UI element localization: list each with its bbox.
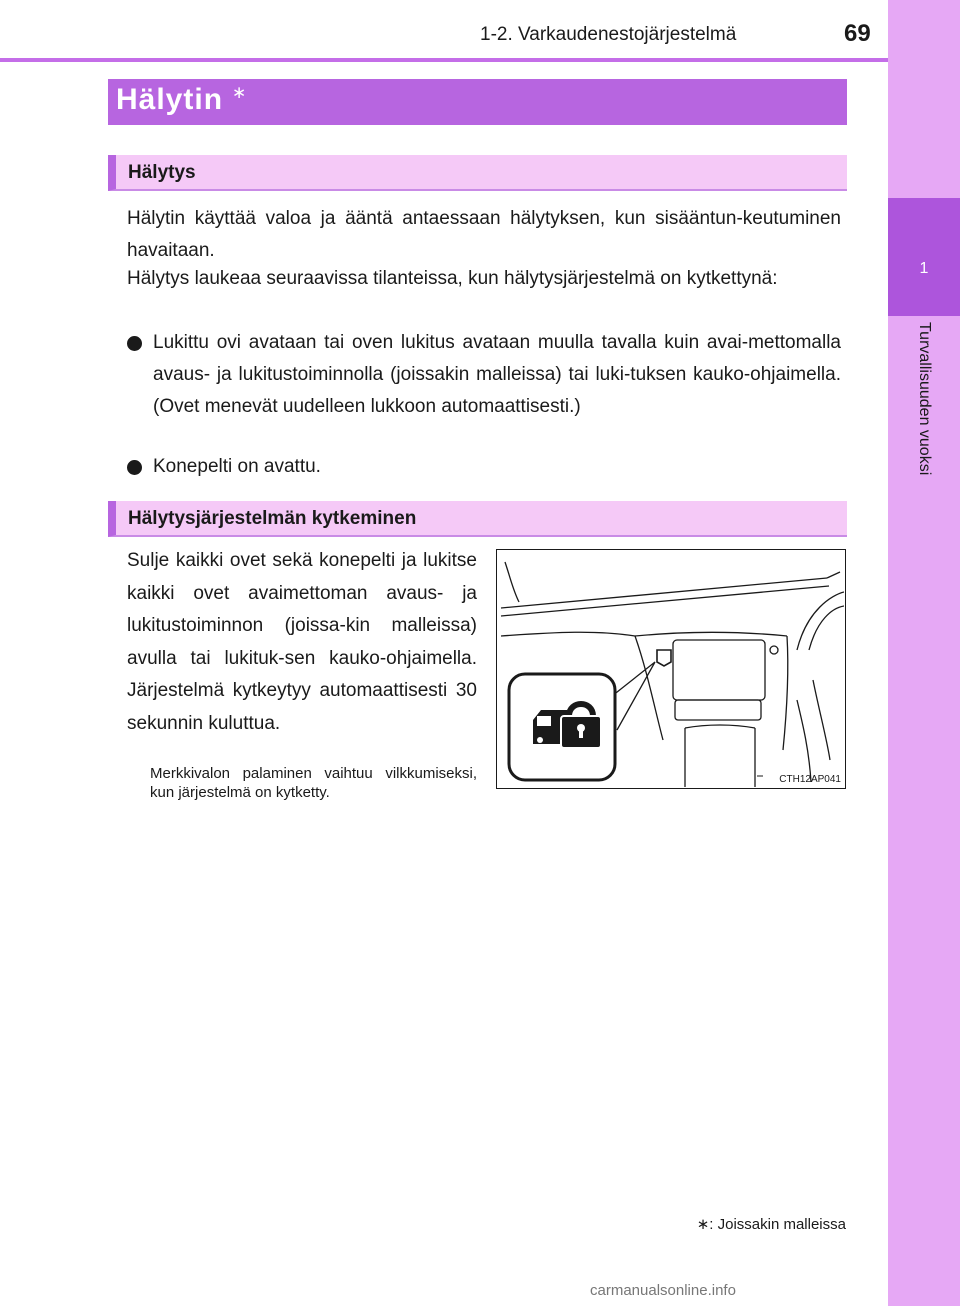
header-divider — [0, 58, 888, 62]
chapter-side-tab — [888, 0, 960, 1306]
list-item-text: Lukittu ovi avataan tai oven lukitus avataan muulla tavalla kuin avai-mettomalla avaus- ja lukitustoiminnolla (joissakin malleissa) tai luki-tuksen kauko-ohjaimella. (Ovet menevät uudelleen lukkoon automaattisesti.) — [153, 332, 841, 417]
arming-note: Merkkivalon palaminen vaihtuu vilkkumiseksi, kun järjestelmä on kytketty. — [150, 765, 477, 801]
list-item — [127, 451, 841, 483]
arming-instructions: Sulje kaikki ovet sekä konepelti ja lukitse kaikki ovet avaimettoman avaus- ja lukitustoiminnon (joissa-kin malleissa) avulla tai lukituk-sen kauko-ohjaimella. Järjestelmä kytkeytyy automaattisesti 30 sekunnin kuluttua. — [127, 550, 477, 734]
footnote: ∗: Joissakin malleissa — [696, 1216, 846, 1233]
watermark: carmanualsonline.info — [590, 1282, 736, 1299]
dashboard-drawing — [497, 550, 844, 787]
page-number: 69 — [844, 20, 871, 47]
page-title-bar — [108, 79, 847, 125]
dashboard-illustration — [496, 549, 846, 789]
car-lock-icon — [533, 704, 601, 748]
chapter-number: 1 — [919, 260, 929, 277]
page-title: Hälytin — [116, 83, 224, 116]
chapter-label: Turvallisuuden vuoksi — [916, 322, 933, 476]
section-heading-bar — [108, 155, 847, 191]
section-heading-bar — [108, 501, 847, 537]
chapter-tab-active[interactable] — [888, 198, 960, 316]
alarm-trigger-intro: Hälytys laukeaa seuraavissa tilanteissa, kun hälytysjärjestelmä on kytkettynä: — [127, 268, 778, 289]
bullet-icon — [127, 336, 142, 351]
optional-equipment-marker: ∗ — [232, 83, 247, 102]
figure-code: CTH12AP041 — [779, 774, 841, 785]
bullet-icon — [127, 460, 142, 475]
section-heading-arming: Hälytysjärjestelmän kytkeminen — [128, 508, 417, 529]
running-header-section: 1-2. Varkaudenestojärjestelmä — [480, 24, 737, 45]
list-item-text: Konepelti on avattu. — [153, 456, 321, 477]
section-heading-alarm: Hälytys — [128, 162, 196, 183]
list-item — [127, 327, 841, 423]
alarm-description: Hälytin käyttää valoa ja ääntä antaessaan hälytyksen, kun sisääntun-keutuminen havaitaan. — [127, 208, 841, 261]
